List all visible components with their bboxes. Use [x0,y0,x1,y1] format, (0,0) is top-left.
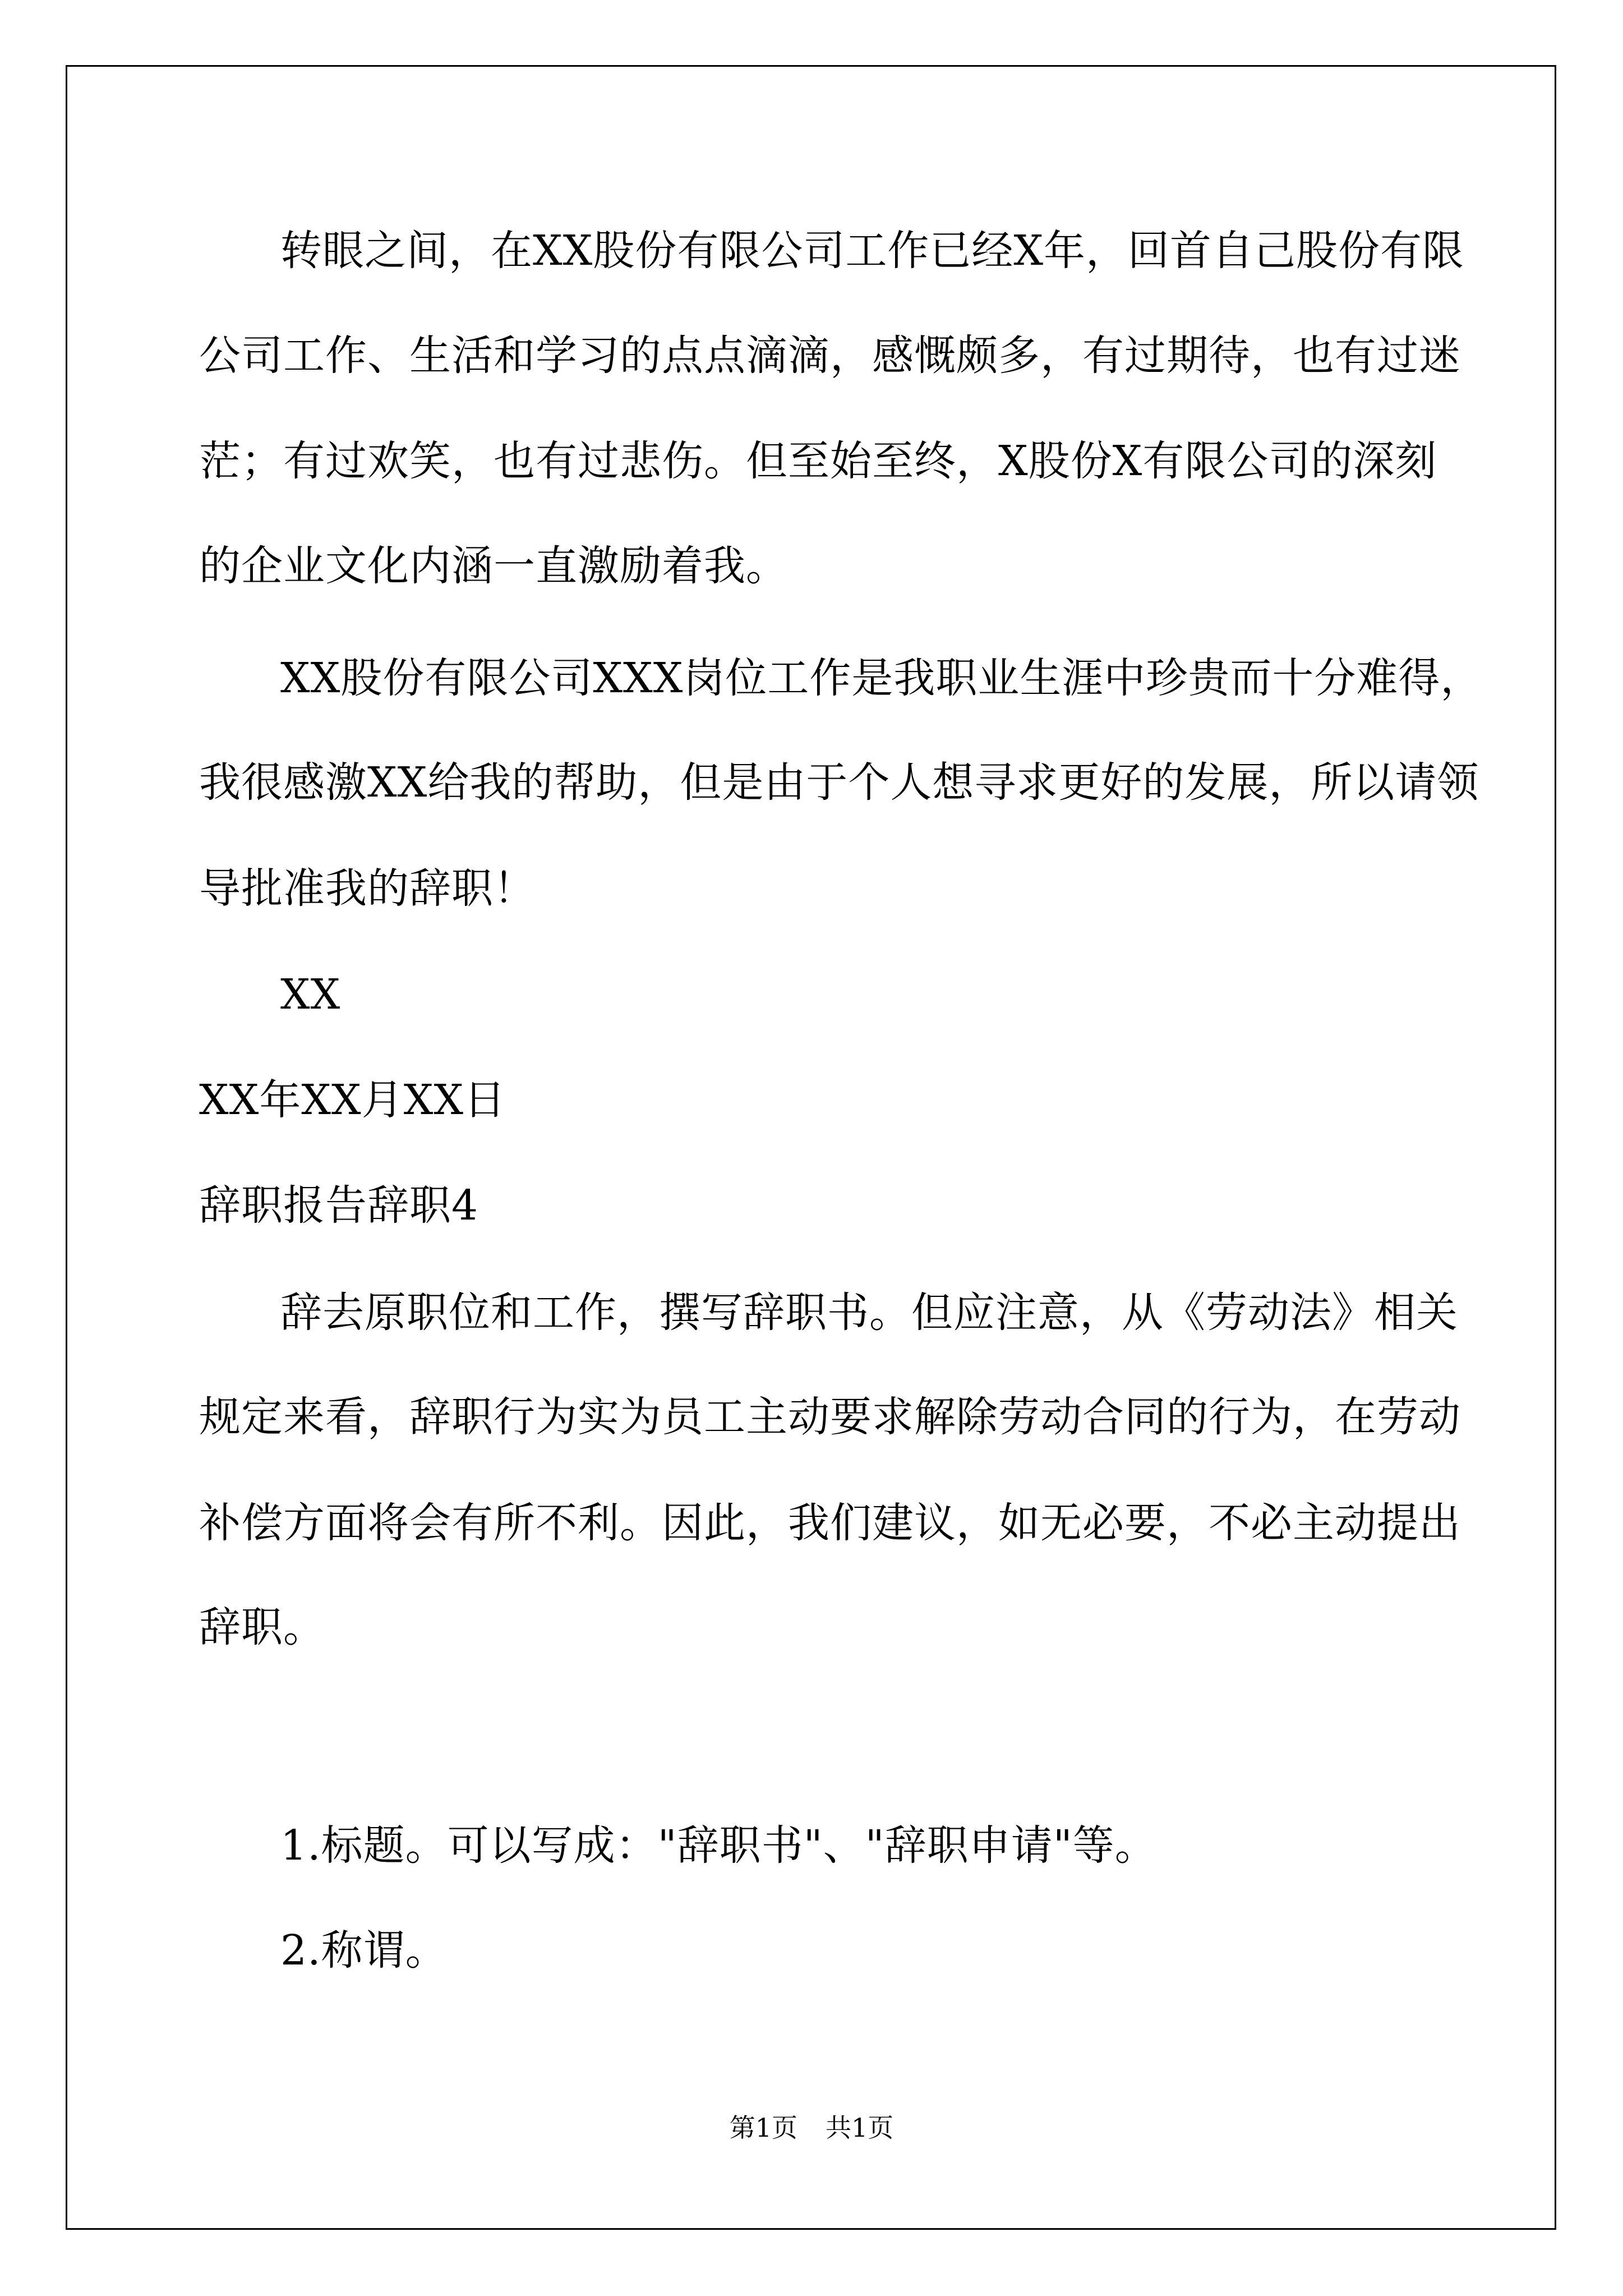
page-number-current: 第1页 [729,2113,797,2143]
paragraph-3-line-2: 规定来看，辞职行为实为员工主动要求解除劳动合同的行为，在劳动 [199,1393,1461,1441]
list-item-2: 2.称谓。 [280,1926,448,1975]
paragraph-3-line-3: 补偿方面将会有所不利。因此，我们建议，如无必要，不必主动提出 [199,1499,1461,1547]
paragraph-3-line-4: 辞职。 [199,1603,325,1651]
date: XX年XX月XX日 [199,1076,506,1124]
paragraph-1-line-3: 茫；有过欢笑，也有过悲伤。但至始至终，X股份X有限公司的深刻 [199,437,1437,485]
page-border [66,65,1556,2230]
section-title: 辞职报告辞职4 [199,1181,479,1230]
paragraph-2-line-3: 导批准我的辞职！ [199,864,536,913]
paragraph-1-line-2: 公司工作、生活和学习的点点滴滴，感慨颇多，有过期待，也有过迷 [199,332,1461,380]
page-number-total: 共1页 [826,2113,894,2143]
paragraph-2-line-2: 我很感激XX给我的帮助，但是由于个人想寻求更好的发展，所以请领 [199,758,1479,807]
paragraph-1-line-4: 的企业文化内涵一直激励着我。 [199,542,788,590]
page-footer [0,2115,1623,2141]
paragraph-1-line-1: 转眼之间，在XX股份有限公司工作已经X年，回首自己股份有限 [280,227,1465,275]
paragraph-3-line-1: 辞去原职位和工作，撰写辞职书。但应注意，从《劳动法》相关 [280,1289,1458,1337]
signature: XX [280,970,341,1019]
paragraph-2-line-1: XX股份有限公司XXX岗位工作是我职业生涯中珍贵而十分难得， [280,654,1483,702]
list-item-1: 1.标题。可以写成："辞职书"、"辞职申请"等。 [280,1821,1157,1870]
